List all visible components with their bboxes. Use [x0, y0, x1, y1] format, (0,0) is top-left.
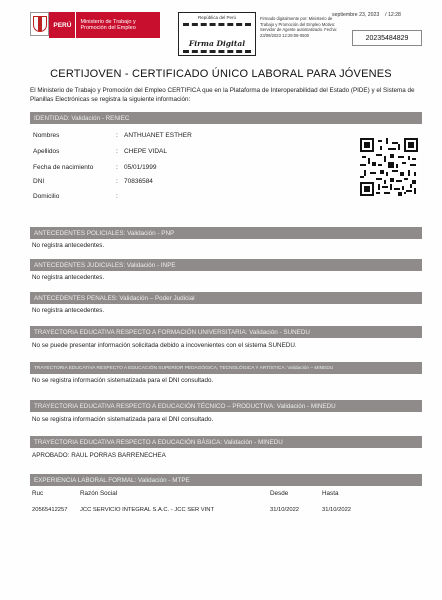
colon: : [116, 164, 118, 171]
date-stamp [332, 12, 401, 18]
section-header-police: ANTECEDENTES POLICIALES: Validación - PNP [30, 227, 422, 239]
experience-cell-hasta: 31/10/2022 [322, 507, 352, 513]
section-text-penal: No registra antecedentes. [32, 307, 105, 314]
section-header-basic: TRAYECTORIA EDUCATIVA RESPECTO A EDUCACIÓN BÁSICA: Validación - MINEDU [30, 436, 422, 448]
signature-firma-text: Firma Digital [188, 39, 246, 48]
country-label: PERÚ [49, 12, 75, 38]
intro-paragraph: El Ministerio de Trabajo y Promoción del Empleo CERTIFICA que en la Plataforma de Interoperabilidad del Estado (PIDE) y el Sistema de Planillas Electrónicas se registra la siguiente información: [30, 87, 415, 104]
identity-row [30, 178, 330, 188]
column-header-razon-social: Razón Social [80, 490, 118, 497]
filmstrip-icon [183, 23, 251, 53]
signature-info: Firmado digitalmente por: Ministerio de Trabajo y Promoción del Empleo Motivo: Servidor de Agente automatizado. Fecha: 23/09/2023 12:29:08-0500 [260, 16, 338, 39]
identity-row [30, 164, 330, 174]
section-header-higher-education: TRAYECTORIA EDUCATIVA RESPECTO A EDUCACIÓN SUPERIOR PEDAGÓGICA, TECNOLÓGICA Y ARTÍSTICA: Validación – MINEDU [30, 362, 422, 374]
section-header-technical: TRAYECTORIA EDUCATIVA RESPECTO A EDUCACIÓN TÉCNICO – PRODUCTIVA: Validación - MINEDU [30, 400, 422, 412]
colon: : [116, 193, 118, 200]
section-text-higher-education: No se registra información sistematizada para el DNI consultado. [32, 377, 214, 384]
identity-label: Nombres [33, 132, 60, 139]
column-header-ruc: Ruc [32, 490, 44, 497]
identity-row [30, 132, 330, 142]
identity-label: DNI [33, 178, 45, 185]
section-header-penal: ANTECEDENTES PENALES: Validación – Poder Judicial [30, 292, 422, 304]
experience-cell-desde: 31/10/2022 [270, 507, 300, 513]
page-title: CERTIJOVEN - CERTIFICADO ÚNICO LABORAL PARA JÓVENES [50, 68, 392, 80]
section-header-university: TRAYECTORIA EDUCATIVA RESPECTO A FORMACIÓN UNIVERSITARIA: Validación - SUNEDU [30, 326, 422, 338]
time-text: / 12:28 [385, 12, 401, 18]
identity-row [30, 193, 330, 203]
section-text-university: No se puede presentar información solicitada debido a incovenientes con el sistema SUNEDU. [32, 342, 297, 349]
experience-cell-razon-social: JCC SERVICIO INTEGRAL S.A.C. - JCC SER VINT [80, 507, 214, 513]
section-header-experience: EXPERIENCIA LABORAL FORMAL: Validación - MTPE [30, 474, 422, 486]
column-header-desde: Desde [270, 490, 289, 497]
identity-row [30, 148, 330, 158]
document-number: 20235484829 [352, 30, 422, 46]
colon: : [116, 148, 118, 155]
ministry-logo [30, 12, 160, 38]
qr-code-icon [360, 138, 418, 196]
coat-of-arms-icon [30, 12, 49, 36]
identity-label: Domicilio [33, 193, 60, 200]
section-text-police: No registra antecedentes. [32, 242, 105, 249]
identity-value: 70836584 [124, 178, 153, 185]
identity-value: CHEPE VIDAL [124, 148, 167, 155]
section-text-technical: No se registra información sistematizada para el DNI consultado. [32, 416, 214, 423]
document-header [30, 12, 422, 60]
signature-top-text: República del Perú [197, 15, 237, 20]
section-text-judicial: No registra antecedentes. [32, 274, 105, 281]
colon: : [116, 132, 118, 139]
section-header-judicial: ANTECEDENTES JUDICIALES: Validación - INPE [30, 259, 422, 271]
colon: : [116, 178, 118, 185]
ministry-label: Ministerio de Trabajo y Promoción del Empleo [75, 12, 160, 38]
section-header-identity: IDENTIDAD: Validación - RENIEC [30, 112, 422, 124]
identity-label: Fecha de nacimiento [33, 164, 94, 171]
digital-signature-box [178, 12, 256, 56]
identity-label: Apellidos [33, 148, 60, 155]
column-header-hasta: Hasta [322, 490, 339, 497]
identity-value: ANTHUANET ESTHER [124, 132, 192, 139]
section-text-basic: APROBADO: RAUL PORRAS BARRENECHEA [32, 452, 166, 459]
date-text: septiembre 23, 2023 [332, 12, 380, 18]
experience-cell-ruc: 20565412257 [32, 507, 68, 513]
identity-value: 05/01/1999 [124, 164, 157, 171]
